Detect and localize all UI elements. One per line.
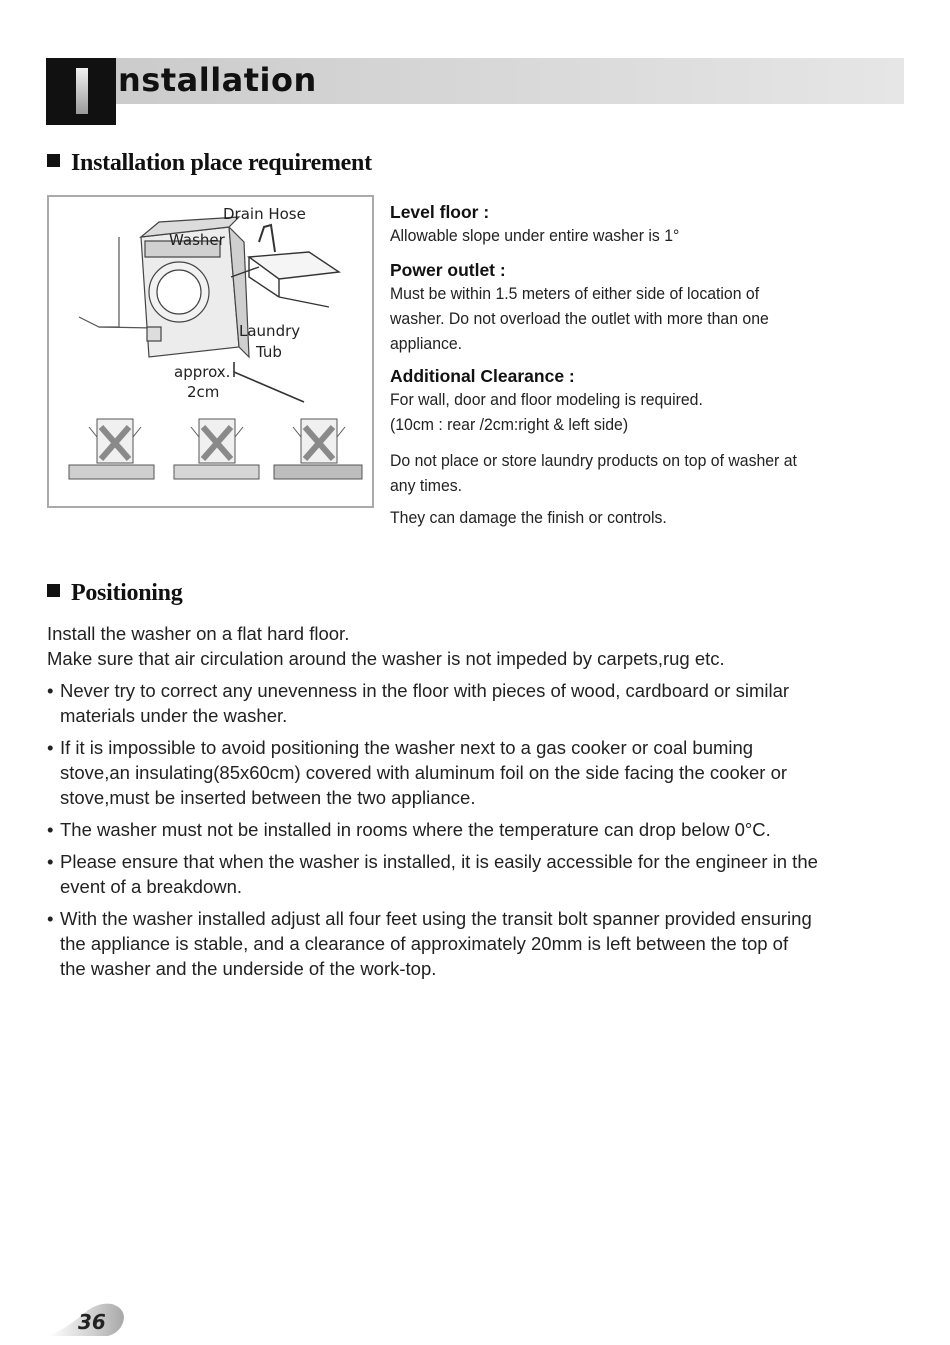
positioning-bullet: [47, 678, 927, 728]
bullet-dot-icon: •: [47, 908, 54, 929]
bullet-line: the washer and the underside of the work-top.: [60, 958, 437, 979]
section-heading-installation-place: [47, 150, 372, 177]
page-title: nstallation: [118, 61, 317, 99]
label-distance: 2cm: [187, 383, 220, 401]
clearance-title: Additional Clearance :: [390, 366, 575, 386]
power-outlet-title: Power outlet :: [390, 260, 506, 280]
bullet-dot-icon: •: [47, 680, 54, 701]
label-tub: Tub: [256, 343, 282, 361]
bullet-line: the appliance is stable, and a clearance of approximately 20mm is left between the top of: [60, 933, 789, 954]
page-number-badge: [48, 1302, 128, 1340]
label-approx: approx.: [174, 363, 231, 381]
storage-note-line: Do not place or store laundry products on top of washer at: [390, 451, 797, 470]
level-floor-text: Allowable slope under entire washer is 1°: [390, 226, 680, 245]
level-floor-block: [390, 202, 910, 248]
bullet-line: If it is impossible to avoid positioning the washer next to a gas cooker or coal buming: [60, 737, 754, 758]
bullet-line: The washer must not be installed in rooms where the temperature can drop below 0°C.: [60, 819, 771, 840]
wrong-example-1: [69, 419, 154, 479]
clearance-line: (10cm : rear /2cm:right & left side): [390, 415, 629, 434]
wrong-example-3: [274, 419, 362, 479]
storage-note-block: [390, 448, 910, 498]
positioning-bullet: [47, 849, 927, 899]
section-heading-positioning: [47, 580, 182, 607]
wrong-floor-examples: [69, 419, 362, 479]
positioning-bullet: [47, 817, 927, 842]
installation-figure: [47, 195, 374, 508]
positioning-bullet: [47, 735, 927, 810]
bullet-line: stove,an insulating(85x60cm) covered with aluminum foil on the side facing the cooker or: [60, 762, 788, 783]
bullet-line: stove,must be inserted between the two appliance.: [60, 787, 476, 808]
label-drain-hose: Drain Hose: [223, 205, 306, 223]
section-heading-text: Positioning: [71, 580, 183, 606]
bullet-dot-icon: •: [47, 737, 54, 758]
bullet-line: Never try to correct any unevenness in the floor with pieces of wood, cardboard or similar: [60, 680, 790, 701]
positioning-bullet: [47, 906, 927, 981]
title-initial-block: [46, 58, 116, 125]
bullet-line: With the washer installed adjust all four feet using the transit bolt spanner provided ensuring: [60, 908, 812, 929]
label-washer: Washer: [169, 231, 225, 249]
section-heading-text: Installation place requirement: [71, 150, 372, 176]
clearance-line: For wall, door and floor modeling is required.: [390, 390, 703, 409]
power-outlet-line: washer. Do not overload the outlet with more than one: [390, 309, 769, 328]
square-bullet-icon: [47, 154, 60, 167]
damage-note-text: They can damage the finish or controls.: [390, 508, 667, 527]
bullet-line: event of a breakdown.: [60, 876, 243, 897]
clearance-block: [390, 366, 910, 437]
label-laundry: Laundry: [239, 322, 301, 340]
bullet-dot-icon: •: [47, 819, 54, 840]
storage-note-line: any times.: [390, 476, 463, 495]
page-number: 36: [78, 1310, 106, 1334]
title-initial-glyph: [76, 68, 88, 114]
bullet-dot-icon: •: [47, 851, 54, 872]
power-outlet-line: appliance.: [390, 334, 463, 353]
power-outlet-line: Must be within 1.5 meters of either side of location of: [390, 284, 760, 303]
damage-note-block: [390, 505, 910, 530]
bullet-line: materials under the washer.: [60, 705, 288, 726]
positioning-intro-line: Install the washer on a flat hard floor.: [47, 623, 350, 644]
bullet-line: Please ensure that when the washer is installed, it is easily accessible for the engineer in the: [60, 851, 818, 872]
wrong-example-2: [174, 419, 259, 479]
power-outlet-block: [390, 260, 910, 356]
square-bullet-icon: [47, 584, 60, 597]
positioning-intro-line: Make sure that air circulation around the washer is not impeded by carpets,rug etc.: [47, 648, 725, 669]
level-floor-title: Level floor :: [390, 202, 490, 222]
